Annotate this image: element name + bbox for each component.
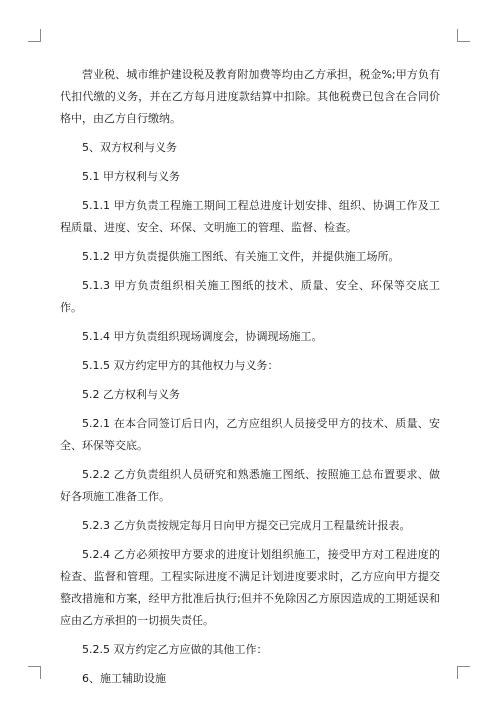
crop-mark-top-right: [457, 29, 470, 42]
document-body: [60, 64, 440, 697]
clause-5-2-2: 5.2.2 乙方负责组织人员研究和熟悉施工图纸、按照施工总布置要求、做好各项施工准备工作。: [60, 468, 440, 503]
clause-5-1-4: 5.1.4 甲方负责组织现场调度会，协调现场施工。: [82, 330, 323, 343]
clause-5-2-5: 5.2.5 双方约定乙方应做的其他工作：: [82, 643, 268, 656]
clause-5-1-1: 5.1.1 甲方负责工程施工期间工程总进度计划安排、组织、协调工作及工程质量、进度、安全、环保、文明施工的管理、监督、检查。: [60, 199, 440, 234]
clause-5-2-4: 5.2.4 乙方必须按甲方要求的进度计划组织施工，接受甲方对工程进度的检查、监督和管理。工程实际进度不满足计划进度要求时，乙方应向甲方提交整改措施和方案，经甲方批准后执行;但并不免除因乙方原因造成的工期延误和应由乙方承担的一切损失责任。: [60, 548, 440, 627]
clause-5-2-3: 5.2.3 乙方负责按规定每月日向甲方提交已完成月工程量统计报表。: [82, 519, 411, 532]
clause-5-1-3: 5.1.3 甲方负责组织相关施工图纸的技术、质量、安全、环保等交底工作。: [60, 279, 440, 314]
heading-section-6: 6、施工辅助设施: [82, 672, 166, 685]
clause-5-1-2: 5.1.2 甲方负责提供施工图纸、有关施工文件，并提供施工场所。: [82, 250, 400, 263]
heading-section-5: 5、双方权利与义务: [82, 141, 177, 154]
paragraph-taxes: 营业税、城市维护建设税及教育附加费等均由乙方承担，税金%;甲方负有代扣代缴的义务，并在乙方每月进度款结算中扣除。其他税费已包含在合同价格中，由乙方自行缴纳。: [60, 68, 440, 125]
clause-5-2-1: 5.2.1 在本合同签订后日内，乙方应组织人员接受甲方的技术、质量、安全、环保等交底。: [60, 417, 440, 452]
heading-section-5-1: 5.1 甲方权利与义务: [82, 170, 180, 183]
crop-mark-bottom-left: [28, 666, 41, 679]
clause-5-1-5: 5.1.5 双方约定甲方的其他权力与义务：: [82, 359, 279, 372]
crop-mark-top-left: [28, 29, 41, 42]
heading-section-5-2: 5.2 乙方权利与义务: [82, 388, 180, 401]
crop-mark-bottom-right: [457, 666, 470, 679]
